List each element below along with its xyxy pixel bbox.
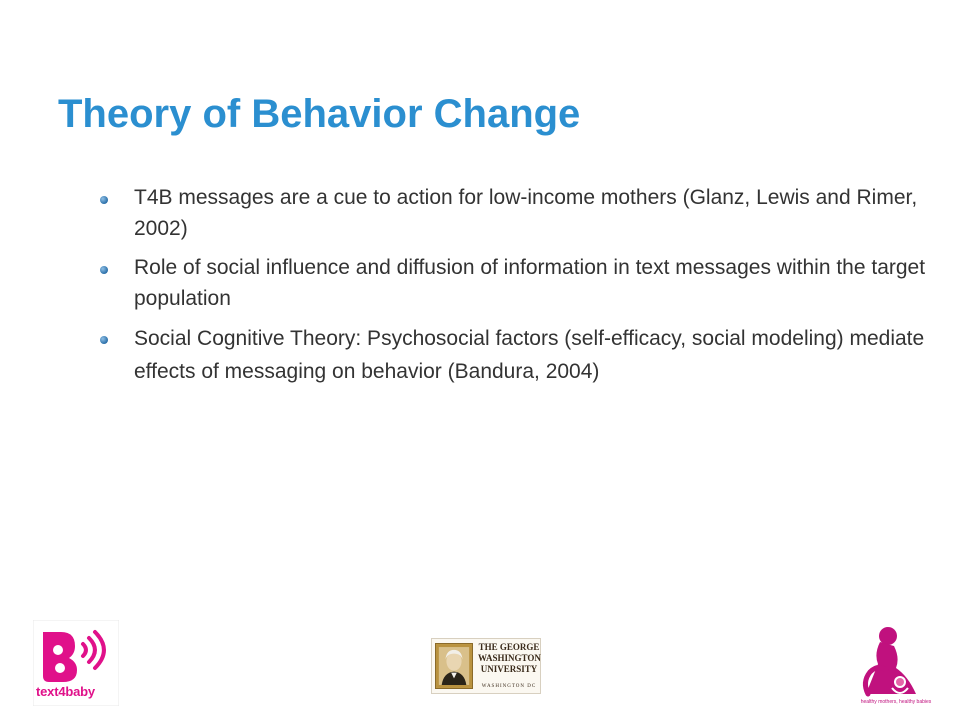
text4baby-logo-label: text4baby (36, 684, 95, 699)
gwu-name-line: THE GEORGE (478, 642, 540, 652)
bullet-item (100, 252, 930, 314)
bullet-text: T4B messages are a cue to action for low-income mothers (Glanz, Lewis and Rimer, 2002) (134, 186, 918, 240)
gwu-name-line: UNIVERSITY (480, 664, 538, 674)
gwu-subline: WASHINGTON DC (481, 684, 537, 689)
gwu-name (478, 642, 540, 675)
bullet-text: Role of social influence and diffusion of information in text messages within the target population (134, 256, 926, 310)
bullet-item (100, 182, 930, 244)
gwu-name-line: WASHINGTON (478, 653, 541, 663)
slide-title: Theory of Behavior Change (58, 92, 581, 136)
bullet-dot-icon (100, 266, 108, 274)
healthy-mothers-healthy-babies-logo-icon (856, 624, 936, 706)
bullet-item (100, 322, 930, 388)
hmhb-tagline: healthy mothers, healthy babies (860, 699, 932, 705)
gwu-logo (431, 638, 541, 694)
bullet-dot-icon (100, 196, 108, 204)
bullet-dot-icon (100, 336, 108, 344)
washington-portrait-icon (435, 643, 473, 689)
bullet-list (100, 182, 930, 396)
bullet-text: Social Cognitive Theory: Psychosocial factors (self-efficacy, social modeling) mediate effects of messaging on behavior (Bandura, 2004) (134, 327, 925, 383)
